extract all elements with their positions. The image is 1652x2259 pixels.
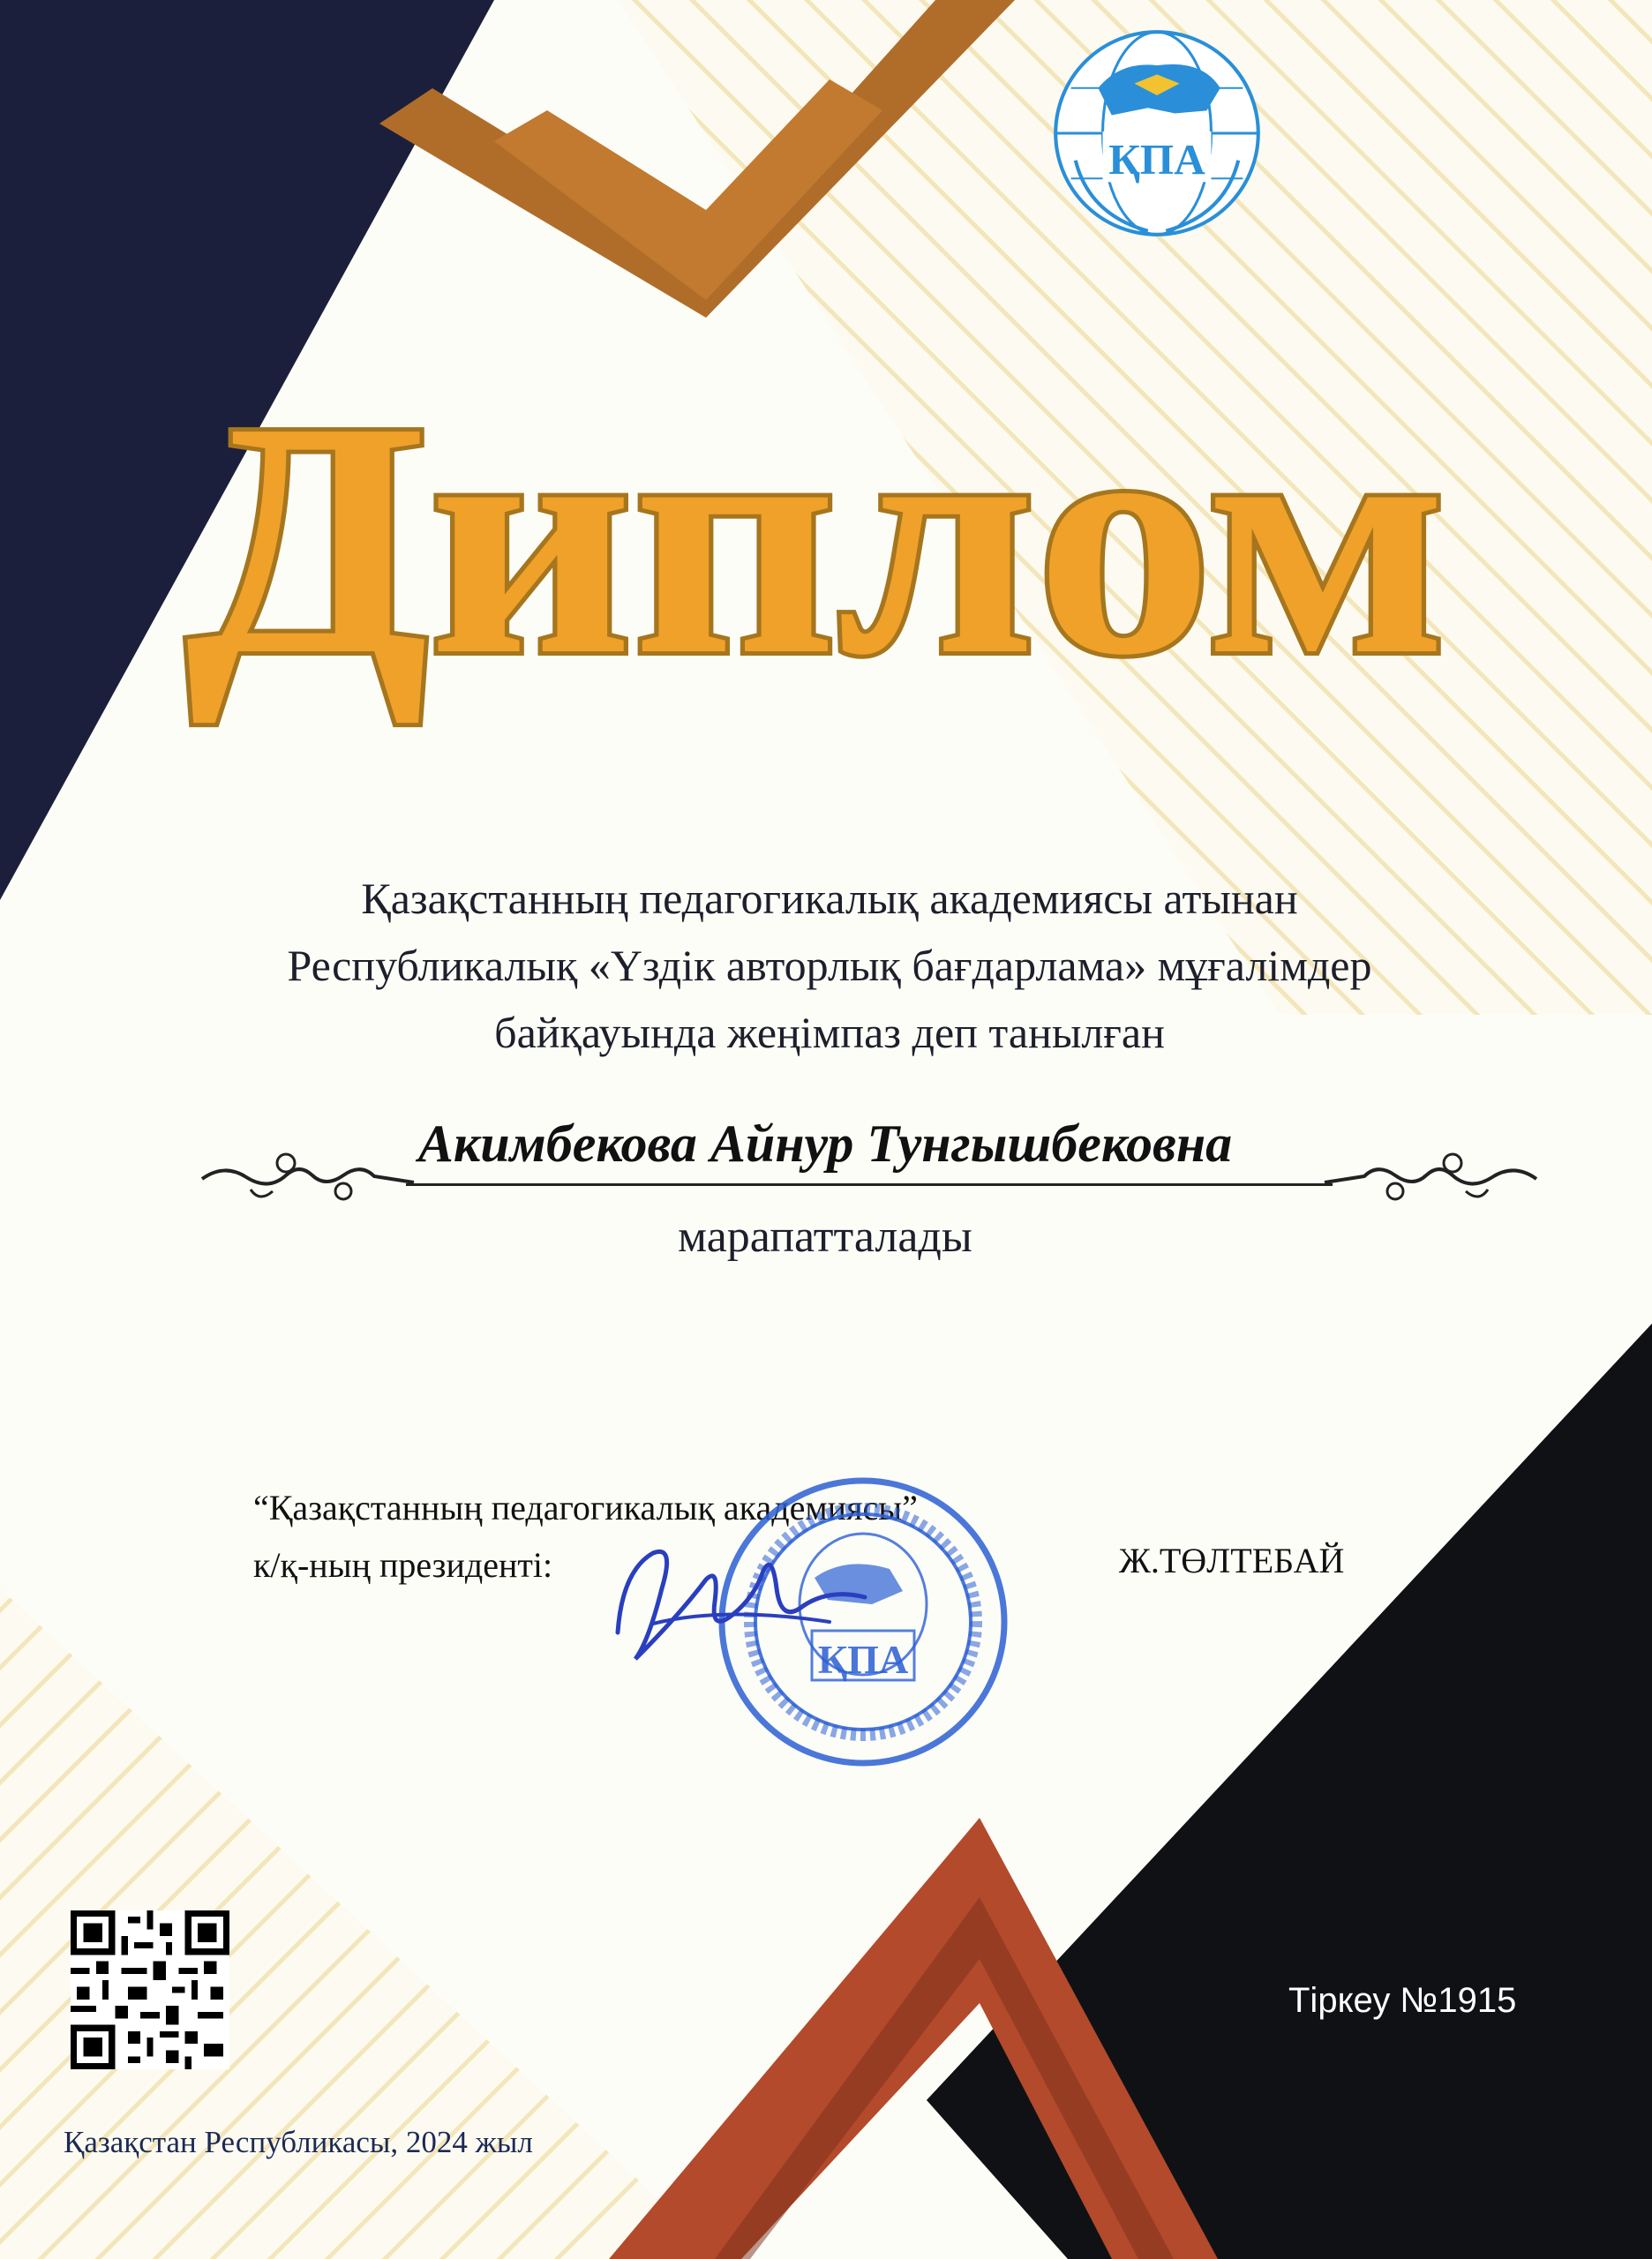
diploma-title bbox=[168, 371, 1465, 741]
seal-center-text: ҚПА bbox=[817, 1637, 909, 1682]
winner-name: Акимбекова Айнур Тунгышбековна bbox=[417, 1114, 1233, 1173]
title-text: Диплом bbox=[185, 371, 1448, 724]
qr-code[interactable] bbox=[71, 1910, 229, 2069]
name-underline bbox=[406, 1183, 1333, 1186]
signer-name: Ж.ТӨЛТЕБАЙ bbox=[1119, 1541, 1345, 1580]
logo-text: ҚПА bbox=[1108, 135, 1205, 184]
registration-number: Тіркеу №1915 bbox=[1288, 1981, 1517, 2020]
footer-place-year: Қазақстан Республикасы, 2024 жыл bbox=[64, 2125, 533, 2159]
signature-organization: “Қазақстанның педагогикалық академиясы” bbox=[253, 1488, 918, 1527]
intro-line-3: байқауында жеңімпаз деп танылған bbox=[494, 1008, 1165, 1057]
intro-line-1: Қазақстанның педагогикалық академиясы атынан bbox=[361, 874, 1298, 923]
black-triangle-bottom bbox=[927, 1324, 1652, 2259]
signature-role: к/қ-ның президенті: bbox=[253, 1545, 553, 1585]
kpa-globe-logo bbox=[1048, 25, 1265, 242]
intro-line-2: Республикалық «Үздік авторлық бағдарлама» мұғалімдер bbox=[287, 941, 1372, 990]
awarded-label: марапатталады bbox=[678, 1212, 972, 1262]
handwritten-signature bbox=[600, 1518, 891, 1685]
award-reason bbox=[141, 865, 1518, 1066]
